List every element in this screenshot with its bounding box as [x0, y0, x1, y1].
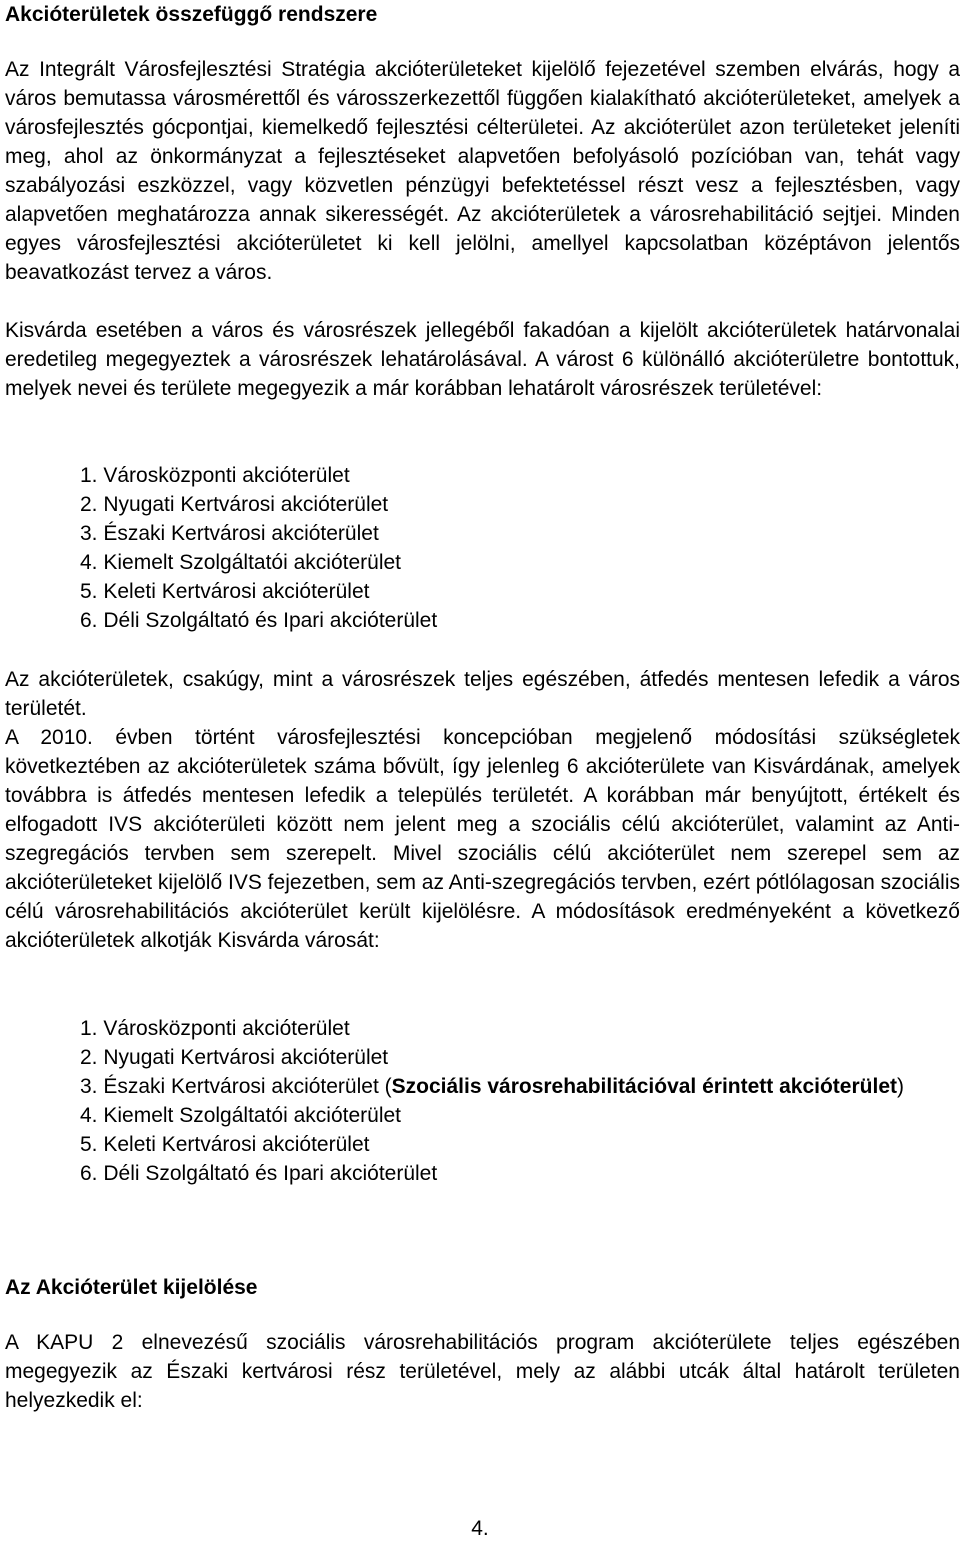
section-heading: Akcióterületek összefüggő rendszere: [5, 3, 378, 26]
list-item: 4. Kiemelt Szolgáltatói akcióterület: [80, 551, 401, 574]
list-item: 5. Keleti Kertvárosi akcióterület: [80, 580, 370, 603]
list-item: 1. Városközponti akcióterület: [80, 464, 350, 487]
list-item: 6. Déli Szolgáltató és Ipari akcióterület: [80, 609, 438, 632]
kapu-paragraph: A KAPU 2 elnevezésű szociális városrehabilitációs program akcióterülete teljes egészében megegyezik az Északi kertvárosi rész területével, mely az alábbi utcák által határolt területen helyezkedik el:: [5, 1331, 960, 1412]
kisvarda-paragraph: Kisvárda esetében a város és városrészek jellegéből fakadóan a kijelölt akcióterületek határvonalai eredetileg megegyeztek a városrészek lehatárolásával. A várost 6 különálló akcióterületre bontottuk, melyek nevei és területe megegyezik a már korábban lehatárolt városrészek területével:: [5, 319, 960, 400]
list-item: 4. Kiemelt Szolgáltatói akcióterület: [80, 1104, 401, 1127]
modification-paragraph: A 2010. évben történt városfejlesztési koncepcióban megjelenő módosítási szükségletek következtében az akcióterületek száma bővült, így jelenleg 6 akcióterülete van Kisvárdának, amelyek továbbra is átfedés mentesen lefedik a település területét. A korábban már benyújtott, értékelt és elfogadott IVS akcióterületi között nem jelent meg a szociális célú akcióterület, valamint az Anti-szegregációs tervben sem szerepelt. Mivel szociális célú akcióterület nem szerepel sem az akcióterületeket kijelölő IVS fejezetben, sem az Anti-szegregációs tervben, ezért pótlólagosan szociális célú városrehabilitációs akcióterület került kijelölésre. A módosítások eredményeként a következő akcióterületek alkotják Kisvárda városát:: [5, 726, 960, 952]
list-item: 2. Nyugati Kertvárosi akcióterület: [80, 493, 389, 516]
list-item: 1. Városközponti akcióterület: [80, 1017, 350, 1040]
list-item: 5. Keleti Kertvárosi akcióterület: [80, 1133, 370, 1156]
list-item: 6. Déli Szolgáltató és Ipari akcióterület: [80, 1162, 438, 1185]
action-area-list-modified: [80, 1014, 960, 1188]
action-area-list-original: [80, 461, 960, 635]
intro-paragraph: Az Integrált Városfejlesztési Stratégia akcióterületeket kijelölő fejezetével szemben elvárás, hogy a város bemutassa városmérettől és városszerkezettől függően kialakítható akcióterületeket, amelyek a városfejlesztés gócpontjai, kiemelkedő fejlesztési célterületei. Az akcióterület azon területeket jeleníti meg, ahol az önkormányzat a fejlesztéseket alapvetően befolyásoló pozícióban van, tehát vagy szabályozási eszközzel, vagy közvetlen pénzügyi befektetéssel részt vesz a fejlesztésben, vagy alapvetően meghatározza annak sikerességét. Az akcióterületek a városrehabilitáció sejtjei. Minden egyes városfejlesztési akcióterületet ki kell jelölni, amellyel kapcsolatban középtávon jelentős beavatkozást tervez a város.: [5, 58, 960, 284]
list-item-text: 3. Északi Kertvárosi akcióterület (: [80, 1075, 392, 1098]
list-item: 3. Északi Kertvárosi akcióterület: [80, 522, 379, 545]
list-item-social: [80, 1072, 960, 1101]
coverage-paragraph: Az akcióterületek, csakúgy, mint a városrészek teljes egészében, átfedés mentesen lefedik a város területét.: [5, 668, 960, 720]
section-heading: Az Akcióterület kijelölése: [5, 1276, 258, 1299]
list-item: 2. Nyugati Kertvárosi akcióterület: [80, 1046, 389, 1069]
page-number: 4.: [471, 1517, 489, 1540]
social-rehab-label: Szociális városrehabilitációval érintett akcióterület: [391, 1075, 897, 1098]
list-item-text: ): [897, 1075, 904, 1098]
